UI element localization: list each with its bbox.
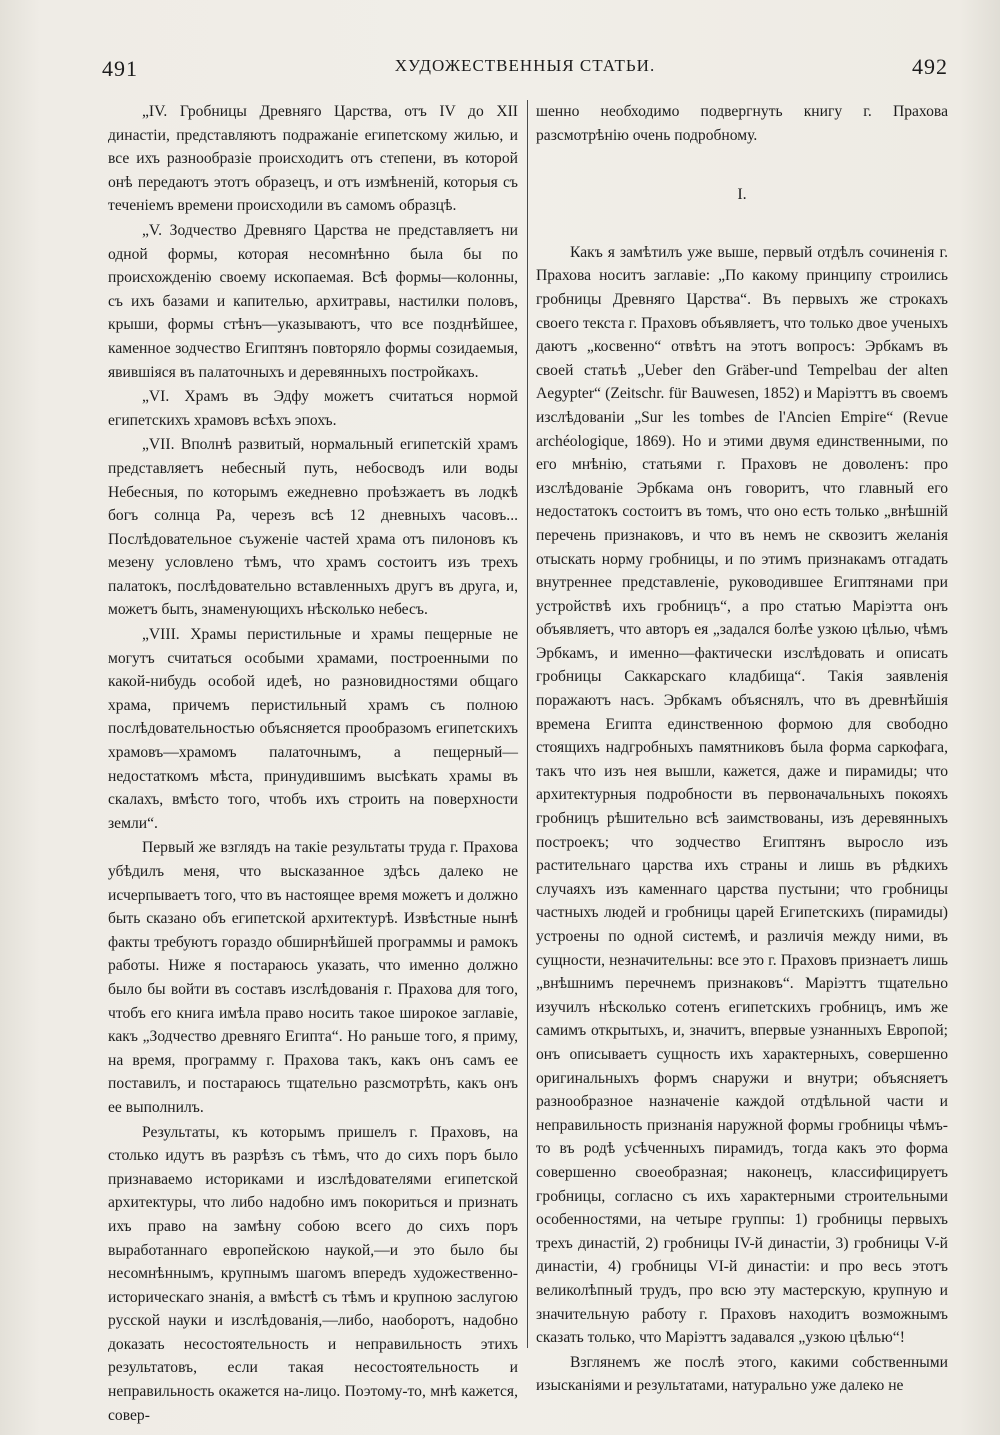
paragraph-section-body: Какъ я замѣтилъ уже выше, первый отдѣлъ сочиненія г. Прахова носитъ заглавіе: „По какому принципу строились гробницы Древняго Царства“. Въ первыхъ же строкахъ своего текста г. Праховъ объявляетъ, что только двое ученыхъ даютъ „косвенно“ отвѣтъ на этотъ вопросъ: Эрбкамъ въ своей статьѣ „Ueber den Gräber-und Tempelbau der alten Aegypter“ (Zeitschr. für Bauwesen, 1852) и Маріэттъ въ своемъ изслѣдованіи „Sur les tombes de l'Ancien Empire“ (Revue archéologique, 1869). Но и этими двумя единственными, по его мнѣнію, статьями г. Праховъ не доволенъ: про изслѣдованіе Эрбкама онъ говоритъ, что главный его недостатокъ состоитъ въ томъ, что оно есть только „внѣшній перечень признаковъ, и что въ немъ не сквозитъ желанія отыскать норму гробницы, и по этимъ признакамъ отгадать внутреннее представленіе, руководившее Египтянами при устройствѣ ихъ гробницъ“, а про статью Маріэтта онъ объявляетъ, что авторъ ея „задался болѣе узкою цѣлью, чѣмъ Эрбкамъ, и именно—фактически изслѣдовать и описать гробницы Саккарскаго кладбища“. Такія заявленія поражаютъ насъ. Эрбкамъ объяснялъ, что въ древнѣйшія времена Египта единственною формою для свободно стоящихъ надгробныхъ памятниковъ была форма саркофага, такъ что изъ нея вышли, кажется, даже и пирамиды; что архитектурныя подробности въ первоначальныхъ покояхъ гробницъ рѣшительно всѣ заимствованы, изъ деревянныхъ построекъ; что зодчество Египтянъ выросло изъ растительнаго царства ихъ страны и лишь въ рѣдкихъ случаяхъ изъ каменнаго царства пустыни; что гробницы частныхъ людей и гробницы царей Египетскихъ (пирамиды) устроены по одной системѣ, и различія между ними, въ сущности, незначительны: все это г. Праховъ признаетъ лишь „внѣшнимъ перечнемъ признаковъ“. Маріэттъ тщательно изучилъ нѣсколько сотенъ египетскихъ гробницъ, имъ же самимъ открытыхъ, и, значитъ, впервые узнанныхъ Европой; онъ описываетъ сущность ихъ характерныхъ, совершенно оригинальныхъ формъ снаружи и внутри; объясняетъ разнообразное назначеніе каждой отдѣльной части и неправильность признанія наружной формы гробницы чѣмъ-то въ родѣ усѣченныхъ пирамидъ, тогда какъ это форма совершенно своеобразная; наконецъ, классифицируетъ гробницы, согласно съ ихъ характерными строительными особенностями, на четыре группы: 1) гробницы первыхъ трехъ династій, 2) гробницы IV-й династіи, 3) гробницы V-й династіи, 4) гробницы VI-й династіи: и про весь этотъ великолѣпный трудъ, про всю эту мастерскую, крупную и значительную работу г. Праховъ находитъ возможнымъ сказать только, что Маріэттъ задавался „узкою цѣлью“! [536,243,948,1347]
paragraph-viii: „VIII. Храмы перистильные и храмы пещерные не могутъ считаться особыми храмами, построенными по какой-нибудь особой идеѣ, но разновидностями общаго храма, причемъ перистильный храмъ съ полною послѣдовательностью объясняется прообразомъ египетскихъ храмовъ—храмомъ палаточнымъ, а пещерный—недостаткомъ мѣста, принудившимъ высѣкать храмы въ скалахъ, вмѣсто того, чтобъ ихъ строить на поверхности земли“. [108,626,518,832]
paragraph-first-glance: Первый же взглядъ на такіе результаты труда г. Прахова убѣдилъ меня, что высказанное здѣсь далеко не исчерпываетъ того, что въ настоящее время можетъ и должно быть сказано объ египетской архитектурѣ. Извѣстные нынѣ факты требуютъ гораздо обширнѣйшей программы и рамокъ работы. Ниже я постараюсь указать, что именно должно было бы войти въ составъ изслѣдованія г. Прахова для того, чтобъ его книга имѣла право носить такое широкое заглавіе, какъ „Зодчество древняго Египта“. Но раньше того, я приму, на время, программу г. Прахова такъ, какъ онъ самъ ее поставилъ, и постараюсь тщательно разсмотрѣть, какъ онъ ее выполнилъ. [108,839,518,1116]
column-divider [527,100,528,1348]
paragraph-closing: Взглянемъ же послѣ этого, какими собственными изысканіями и результатами, натурально уже далеко не [536,1353,948,1395]
left-column [108,100,518,1427]
right-column [536,100,948,1398]
paragraph-results: Результаты, къ которымъ пришелъ г. Праховъ, на столько идутъ въ разрѣзъ съ тѣмъ, что до сихъ поръ было признаваемо историками и изслѣдователями египетской архитектуры, что либо надобно имъ покориться и признать ихъ право на замѣну собою всего до сихъ поръ выработаннаго европейскою наукой,—и это было бы несомнѣннымъ, крупнымъ шагомъ впередъ художественно-историческаго знанія, а вмѣстѣ съ тѣмъ и крупною заслугою русской науки и изслѣдованія,—либо, наоборотъ, надобно доказать несостоятельность и неправильность этихъ результатовъ, если такая несостоятельность и неправильность окажется на-лицо. Поэтому-то, мнѣ кажется, совер- [108,1123,518,1424]
running-head [100,52,950,82]
running-title: ХУДОЖЕСТВЕННЫЯ СТАТЬИ. [394,56,656,75]
paragraph-continuation: шенно необходимо подвергнуть книгу г. Прахова разсмотрѣнію очень подробному. [536,103,948,144]
paragraph-vii: „VII. Вполнѣ развитый, нормальный египетскій храмъ представляетъ небесный путь, небосводъ или воды Небесныя, по которымъ ежедневно проѣзжаетъ въ лодкѣ богъ солнца Ра, черезъ всѣ 12 дневныхъ часовъ... Послѣдовательное съуженіе частей храма отъ пилоновъ къ мезену условлено тѣмъ, что храмъ состоитъ изъ трехъ палатокъ, послѣдовательно вставленныхъ другъ въ друга, и, можетъ быть, знаменующихъ нѣсколько небесъ. [108,436,518,619]
page-number-left: 491 [102,56,138,81]
paragraph-vi: „VI. Храмъ въ Эдфу можетъ считаться нормой египетскихъ храмовъ всѣхъ эпохъ. [108,388,518,429]
section-heading: I. [737,186,747,204]
paragraph-v: „V. Зодчество Древняго Царства не представляетъ ни одной формы, которая несомнѣнно была бы по происхожденію своему ископаемая. Всѣ формы—колонны, съ ихъ базами и капителью, архитравы, настилки половъ, крыши, формы стѣнъ—указываютъ, что все позднѣйшее, каменное зодчество Египтянъ повторяло формы созидаемыя, явившіяся въ палаточныхъ и деревянныхъ постройкахъ. [108,221,518,381]
page-number-right: 492 [912,54,948,79]
paragraph-iv: „IV. Гробницы Древняго Царства, отъ IV до XII династіи, представляютъ подражаніе египетскому жилью, и все ихъ разнообразіе происходитъ отъ степени, въ которой онѣ передаютъ этотъ образецъ, и отъ измѣненій, которыя съ теченіемъ времени происходили въ самомъ образцѣ. [108,103,518,215]
